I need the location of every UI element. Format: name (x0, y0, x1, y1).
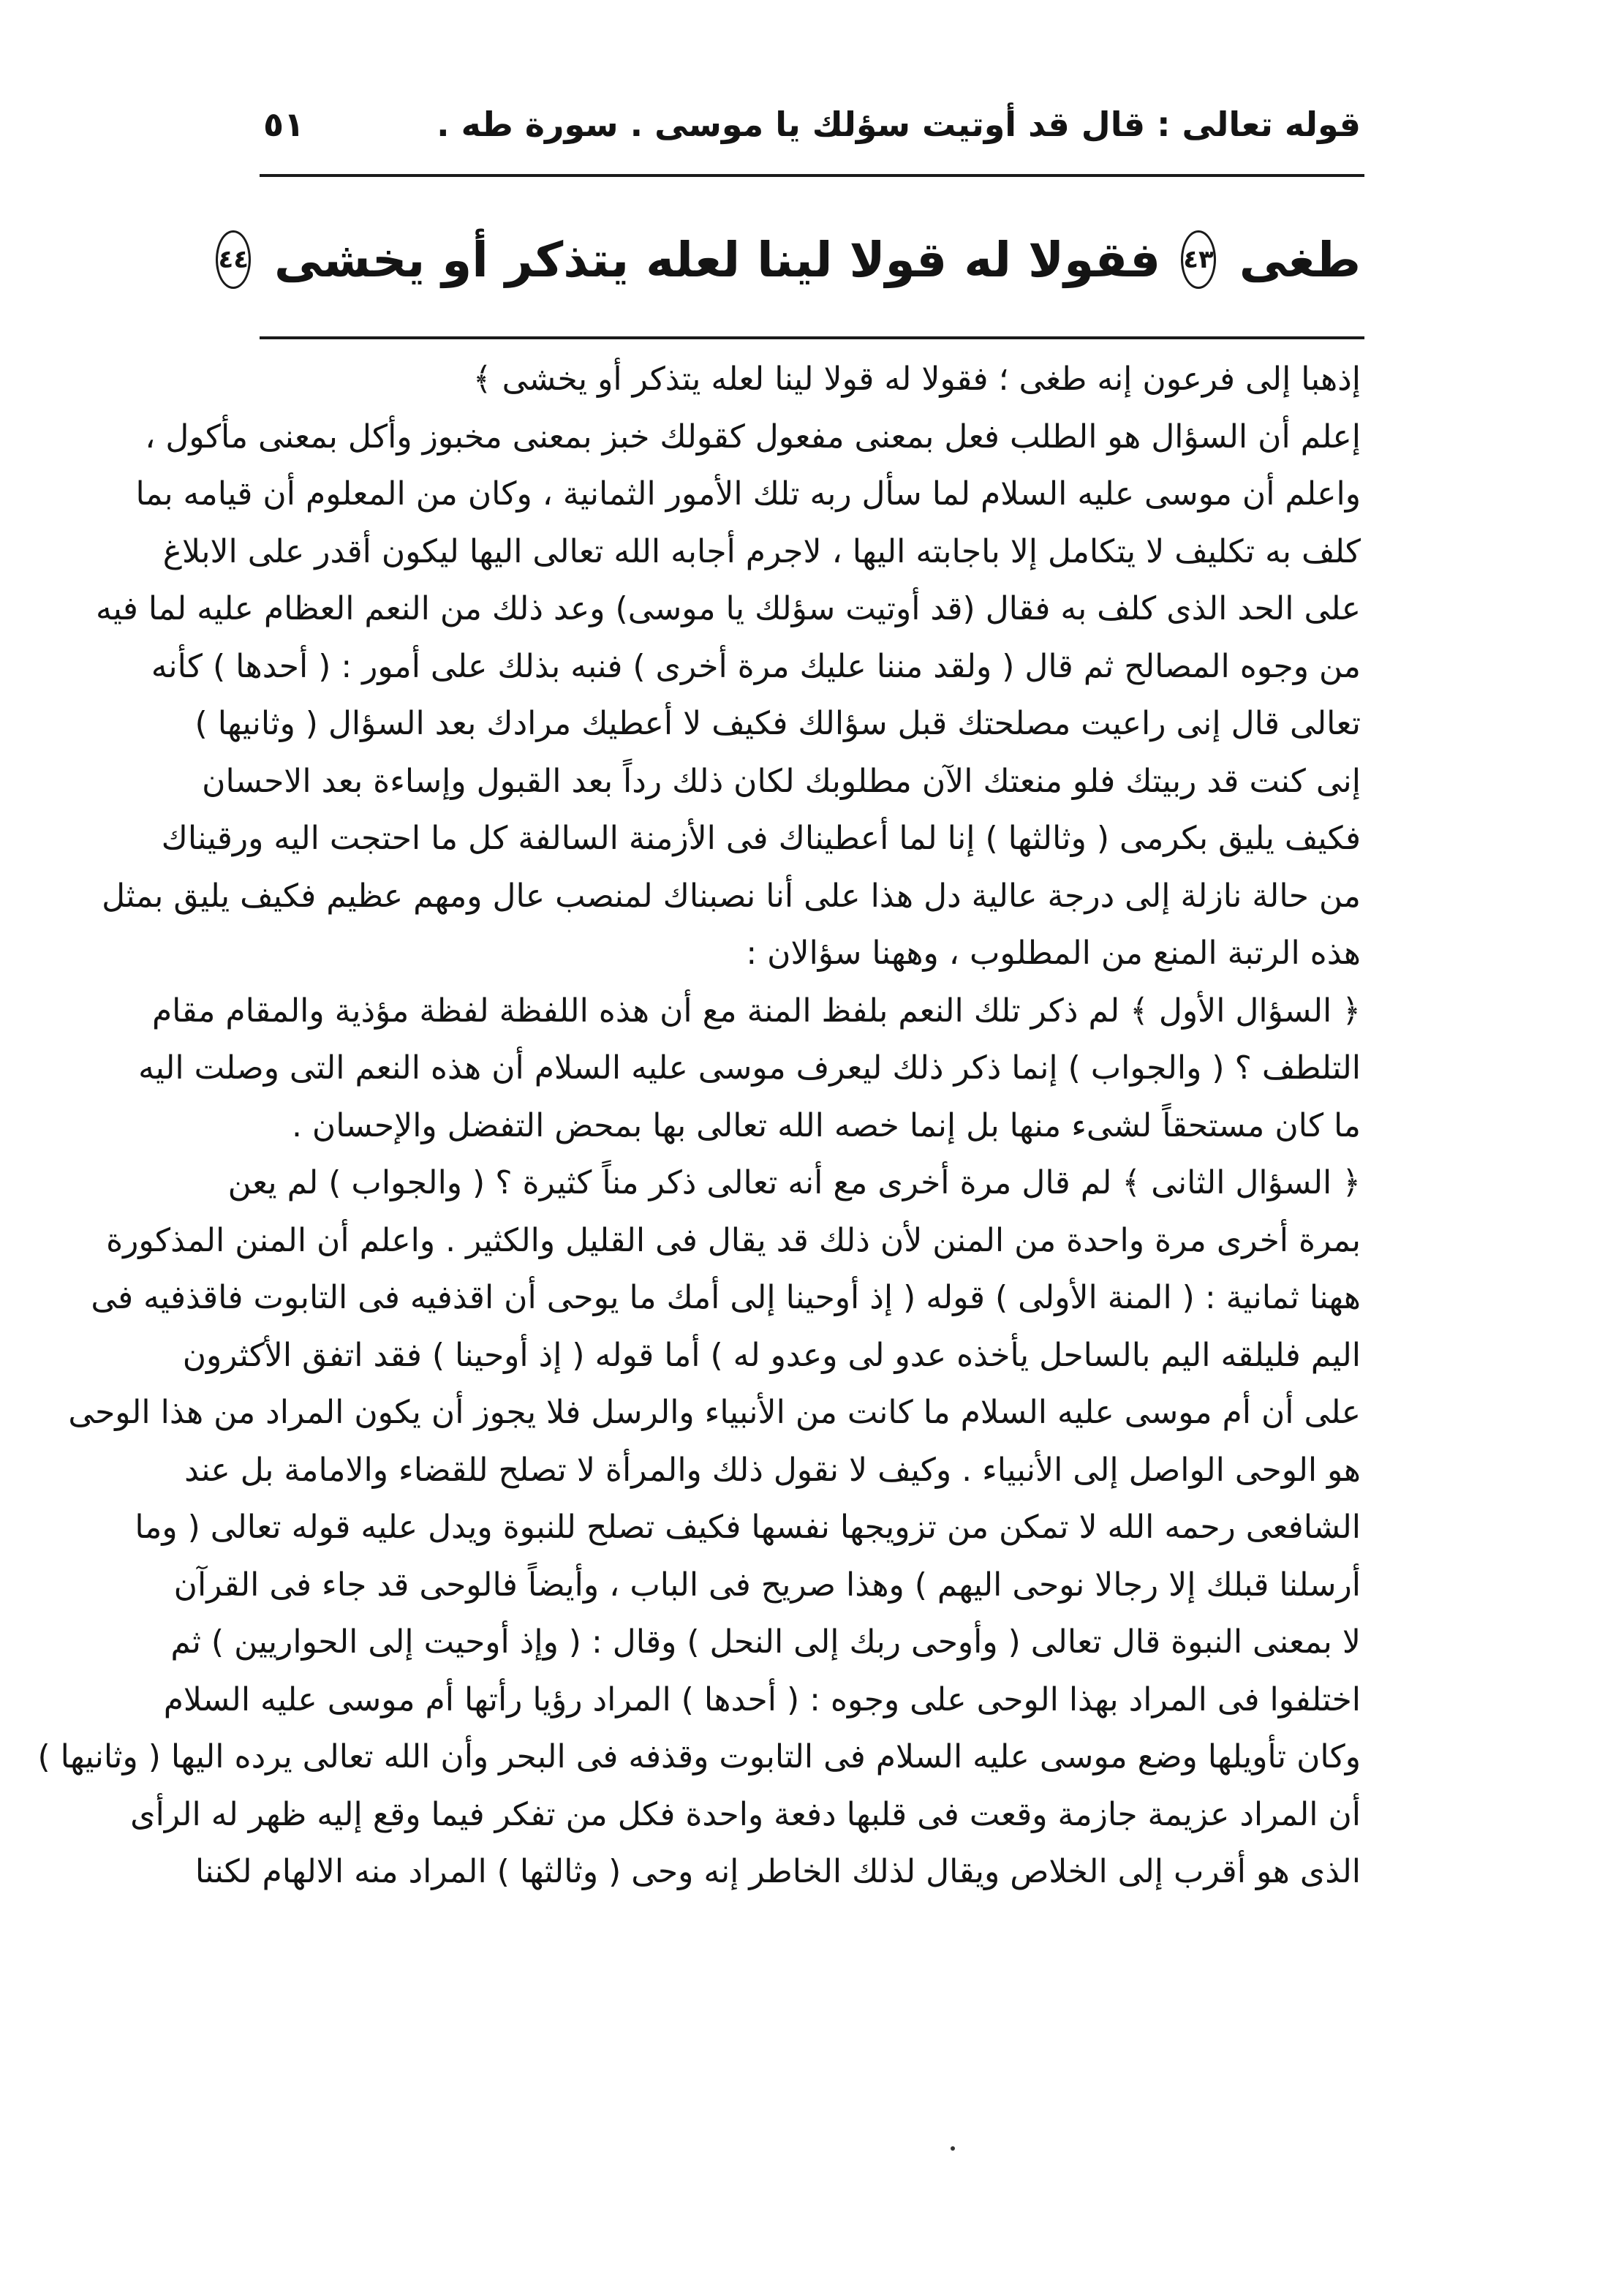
text-line: اليم فليلقه اليم بالساحل يأخذه عدو لى وعدو له ) أما قوله ( إذ أوحينا ) فقد اتفق الأكثرون (182, 1336, 1361, 1374)
text-line: أن المراد عزيمة جازمة وقعت فى قلبها دفعة واحدة فكل من تفكر فيما وقع إليه ظهر له الرأى (130, 1795, 1361, 1833)
text-line: على أن أم موسى عليه السلام ما كانت من الأنبياء والرسل فلا يجوز أن يكون المراد من هذا الوحى (68, 1394, 1361, 1431)
text-line: من وجوه المصالح ثم قال ( ولقد مننا عليك مرة أخرى ) فنبه بذلك على أمور : ( أحدها ) كأنه (151, 647, 1361, 685)
verse-word-before: طغى (1239, 231, 1361, 288)
running-header (263, 95, 1361, 154)
text-line: إذهبا إلى فرعون إنه طغى ؛ فقولا له قولا لينا لعله يتذكر أو يخشى ﴾ (472, 361, 1361, 398)
ayah-number-marker: ٤٤ (216, 230, 251, 289)
text-line: ﴿ السؤال الأول ﴾ لم ذكر تلك النعم بلفظ المنة مع أن هذه اللفظة لفظة مؤذية والمقام مقام (151, 992, 1361, 1030)
text-line: اختلفوا فى المراد بهذا الوحى على وجوه : ( أحدها ) المراد رؤيا رأتها أم موسى عليه السلام (163, 1680, 1361, 1718)
text-line: لا بمعنى النبوة قال تعالى ( وأوحى ربك إلى النحل ) وقال : ( وإذ أوحيت إلى الحواريين ) ثم (170, 1623, 1361, 1661)
commentary-text (37, 351, 1361, 1901)
verse-divider (260, 336, 1364, 339)
text-line: ﴿ السؤال الثانى ﴾ لم قال مرة أخرى مع أنه تعالى ذكر مناً كثيرة ؟ ( والجواب ) لم يعن (227, 1164, 1361, 1201)
text-line: أرسلنا قبلك إلا رجالا نوحى اليهم ) وهذا صريح فى الباب ، وأيضاً فالوحى قد جاء فى القرآن (173, 1566, 1361, 1604)
page-speck (951, 2146, 955, 2151)
text-line: وكان تأويلها وضع موسى عليه السلام فى التابوت وقذفه فى البحر وأن الله تعالى يرده اليها ( وثانيها ) (37, 1738, 1361, 1776)
text-line: ههنا ثمانية : ( المنة الأولى ) قوله ( إذ أوحينا إلى أمك ما يوحى أن اقذفيه فى التابوت فاقذفيه فى (91, 1279, 1361, 1316)
text-line: الذى هو أقرب إلى الخلاص ويقال لذلك الخاطر إنه وحى ( وثالثها ) المراد منه الالهام لكننا (194, 1853, 1361, 1890)
quran-verse (218, 197, 1361, 322)
text-line: من حالة نازلة إلى درجة عالية دل هذا على أنا نصبناك لمنصب عال ومهم عظيم فكيف يليق بمثل (102, 877, 1361, 915)
page-number: ٥١ (263, 105, 305, 144)
text-line: هو الوحى الواصل إلى الأنبياء . وكيف لا نقول ذلك والمرأة لا تصلح للقضاء والامامة بل عند (184, 1451, 1361, 1489)
text-line: إعلم أن السؤال هو الطلب فعل بمعنى مفعول كقولك خبز بمعنى مخبوز وأكل بمعنى مأكول ، (145, 418, 1361, 456)
ayah-number-marker: ٤٣ (1181, 230, 1216, 289)
verse-text: فقولا له قولا لينا لعله يتذكر أو يخشى (273, 231, 1161, 288)
text-line: التلطف ؟ ( والجواب ) إنما ذكر ذلك ليعرف موسى عليه السلام أن هذه النعم التى وصلت اليه (138, 1049, 1361, 1087)
text-line: الشافعى رحمه الله لا تمكن من تزويجها نفسها فكيف تصلح للنبوة ويدل عليه قوله تعالى ( وما (135, 1509, 1361, 1546)
text-line: ما كان مستحقاً لشىء منها بل إنما خصه الله تعالى بها بمحض التفضل والإحسان . (291, 1106, 1361, 1144)
text-line: بمرة أخرى مرة واحدة من المنن لأن ذلك قد يقال فى القليل والكثير . واعلم أن المنن المذكورة (106, 1221, 1361, 1259)
text-line: على الحد الذى كلف به فقال (قد أوتيت سؤلك يا موسى) وعد ذلك من النعم العظام عليه لما فيه (96, 590, 1361, 627)
header-title: قوله تعالى : قال قد أوتيت سؤلك يا موسى . سورة طه . (437, 105, 1361, 144)
text-line: كلف به تكليف لا يتكامل إلا باجابته اليها ، لاجرم أجابه الله تعالى اليها ليكون أقدر على الابلاغ (162, 532, 1361, 570)
text-line: إنى كنت قد ربيتك فلو منعتك الآن مطلوبك لكان ذلك رداً بعد القبول وإساءة بعد الاحسان (202, 762, 1361, 800)
text-line: واعلم أن موسى عليه السلام لما سأل ربه تلك الأمور الثمانية ، وكان من المعلوم أن قيامه بما (135, 475, 1361, 513)
text-line: هذه الرتبة المنع من المطلوب ، وههنا سؤالان : (746, 935, 1361, 972)
text-line: فكيف يليق بكرمى ( وثالثها ) إنا لما أعطيناك فى الأزمنة السالفة كل ما احتجت اليه ورقيناك (161, 820, 1361, 857)
text-line: تعالى قال إنى راعيت مصلحتك قبل سؤالك فكيف لا أعطيك مرادك بعد السؤال ( وثانيها ) (194, 705, 1361, 742)
header-divider (260, 174, 1364, 177)
